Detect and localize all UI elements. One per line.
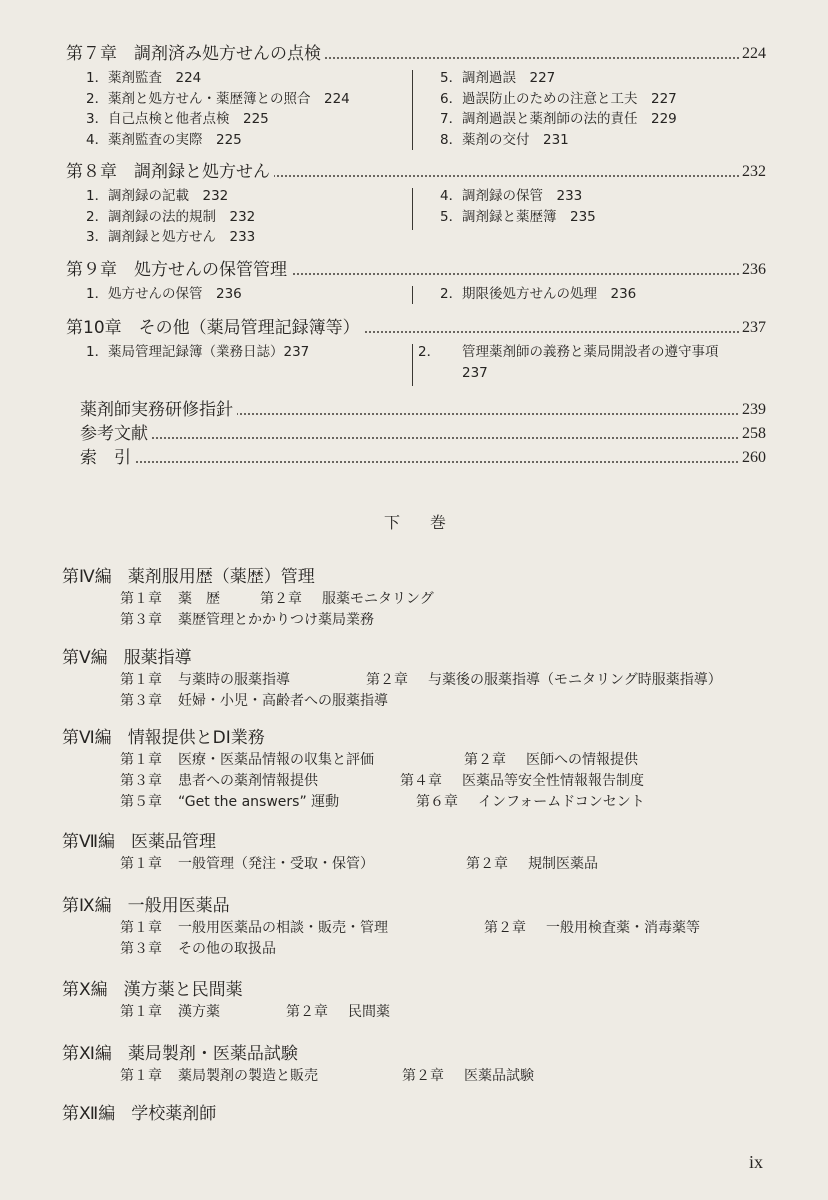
chapter-number: 第５章: [120, 794, 162, 810]
section-column-left: [86, 342, 416, 363]
section-number: 2．: [418, 344, 441, 360]
section-text: 調剤録の保管 233: [462, 188, 583, 204]
section-list: [66, 284, 766, 308]
part-name: 服薬指導: [123, 648, 192, 668]
chapter-number: 第１章: [120, 1068, 162, 1084]
part-name: 情報提供とDI業務: [127, 728, 265, 748]
back-matter-guidelines: [80, 398, 766, 422]
back-matter-page: 260: [739, 446, 766, 470]
chapter-number: 第１章: [120, 1004, 162, 1020]
section-text: 調剤録と薬歴簿 235: [462, 208, 596, 225]
section-text: 薬剤と処方せん・薬歴簿との照合 224: [108, 90, 350, 107]
part-9: [62, 894, 782, 960]
chapter-number: 第２章: [464, 752, 506, 768]
section-text: 薬剤監査 224: [108, 70, 202, 86]
chapter-number: 第１章: [120, 752, 162, 768]
part-name: 一般用医薬品: [127, 896, 230, 916]
part-name: 薬局製剤・医薬品試験: [127, 1044, 298, 1064]
section-item: [440, 186, 770, 207]
back-matter-references: [80, 422, 766, 446]
chapter-heading: [66, 258, 766, 284]
section-item: [86, 68, 416, 89]
section-list: [66, 186, 766, 250]
chapter-number: 第３章: [120, 612, 162, 628]
part-7: [62, 830, 782, 875]
section-item: [86, 342, 416, 363]
back-matter-title: 索 引: [80, 446, 135, 470]
part-name: 医薬品管理: [131, 832, 217, 852]
part-number: 第Ⅳ編: [62, 567, 112, 587]
chapter-name: “Get the answers” 運動: [178, 794, 340, 810]
back-matter-title: 薬剤師実務研修指針: [80, 398, 237, 422]
section-item: [86, 186, 416, 207]
part-6: [62, 726, 782, 813]
part-number: 第Ⅸ編: [62, 896, 112, 916]
chapter-name: 規制医薬品: [528, 856, 598, 872]
chapter-name: 民間薬: [348, 1004, 390, 1020]
chapter-number: 第１章: [120, 591, 162, 607]
chapter-row: [120, 589, 782, 610]
section-item: [86, 227, 416, 248]
chapter-name: その他の取扱品: [178, 941, 276, 957]
section-text: 薬剤監査の実際 225: [108, 131, 242, 148]
chapter-name: 漢方薬: [178, 1004, 220, 1020]
chapter-number: 第１章: [120, 920, 162, 936]
chapter-row: [120, 610, 782, 631]
chapter-number: 第２章: [402, 1068, 444, 1084]
chapter-name: 薬局製剤の製造と販売: [178, 1068, 318, 1084]
section-number: 2．: [86, 208, 109, 225]
chapter-10: [66, 316, 766, 386]
part-number: 第Ⅺ編: [62, 1044, 112, 1064]
dot-leader: [80, 437, 766, 439]
chapter-name: 薬 歴: [178, 591, 220, 607]
chapter-number: 第２章: [286, 1004, 328, 1020]
chapter-heading: [66, 316, 766, 342]
chapter-row: [120, 918, 782, 939]
part-title: [62, 894, 782, 918]
chapter-title: 第10章 その他（薬局管理記録簿等）: [66, 316, 364, 340]
section-column-left: [86, 186, 416, 248]
section-item: [86, 207, 416, 228]
part-name: 漢方薬と民間薬: [123, 980, 243, 1000]
chapter-name: 患者への薬剤情報提供: [178, 773, 318, 789]
part-number: 第Ⅶ編: [62, 832, 116, 852]
part-name: 薬剤服用歴（薬歴）管理: [127, 567, 315, 587]
chapter-number: 第３章: [120, 773, 162, 789]
section-item: [440, 207, 770, 228]
section-column-right: [440, 68, 770, 150]
section-item: [440, 89, 770, 110]
section-column-left: [86, 284, 416, 305]
part-10: [62, 978, 782, 1023]
section-number: 4．: [86, 131, 109, 148]
chapter-number: 第３章: [120, 941, 162, 957]
section-number: 4．: [440, 188, 463, 204]
chapter-title: 第８章 調剤録と処方せん: [66, 160, 274, 184]
section-number: 1．: [86, 188, 109, 204]
chapter-number: 第１章: [120, 856, 162, 872]
section-text: 期限後処方せんの処理 236: [462, 286, 637, 302]
section-item: [86, 89, 416, 110]
chapter-number: 第６章: [416, 794, 458, 810]
chapter-row: [120, 939, 782, 960]
section-number: 5．: [440, 208, 463, 225]
section-text: 調剤過誤 227: [462, 70, 556, 86]
section-column-right: [440, 284, 770, 305]
column-divider: [412, 286, 413, 304]
part-5: [62, 646, 782, 712]
chapter-number: 第３章: [120, 693, 162, 709]
section-item: [86, 284, 416, 305]
section-number: 5．: [440, 70, 463, 86]
chapter-row: [120, 1066, 782, 1087]
section-text: 調剤録の法的規制 232: [108, 208, 256, 225]
chapter-number: 第４章: [400, 773, 442, 789]
chapter-number: 第２章: [484, 920, 526, 936]
section-item: [440, 109, 770, 130]
part-title: [62, 978, 782, 1002]
back-matter-index: [80, 446, 766, 470]
part-number: 第Ⅴ編: [62, 648, 108, 668]
part-number: 第Ⅻ編: [62, 1104, 116, 1124]
chapter-name: 与薬時の服薬指導: [178, 672, 290, 688]
chapter-9: [66, 258, 766, 308]
back-matter-title: 参考文献: [80, 422, 152, 446]
chapter-name: 一般管理（発注・受取・保管）: [178, 856, 374, 872]
chapter-page: 237: [739, 316, 766, 340]
section-text: 処方せんの保管 236: [108, 286, 242, 302]
chapter-page: 236: [739, 258, 766, 282]
volume-title: 下巻: [384, 513, 477, 532]
dot-leader: [80, 461, 766, 463]
section-number: 1．: [86, 286, 109, 302]
chapter-row: [120, 691, 782, 712]
chapter-name: 妊婦・小児・高齢者への服薬指導: [178, 693, 388, 709]
part-12: [62, 1102, 782, 1126]
part-title: [62, 830, 782, 854]
chapter-row: [120, 771, 782, 792]
page-number: ix: [749, 1152, 764, 1172]
chapter-number: 第１章: [120, 672, 162, 688]
section-number: 1．: [86, 70, 109, 86]
section-item: [440, 68, 770, 89]
section-list: [66, 342, 766, 386]
column-divider: [412, 344, 413, 386]
chapter-name: 一般用医薬品の相談・販売・管理: [178, 920, 388, 936]
chapter-name: 医薬品等安全性情報報告制度: [462, 773, 644, 789]
section-column-right: [418, 342, 750, 383]
chapter-name: 医師への情報提供: [526, 752, 638, 768]
part-name: 学校薬剤師: [131, 1104, 217, 1124]
part-number: 第Ⅹ編: [62, 980, 108, 1000]
chapter-name: 薬歴管理とかかりつけ薬局業務: [178, 612, 374, 628]
section-number: 3．: [86, 229, 109, 245]
chapter-row: [120, 670, 782, 691]
section-item: [86, 130, 416, 151]
back-matter-page: 239: [739, 398, 766, 422]
section-item: [440, 284, 770, 305]
back-matter-page: 258: [739, 422, 766, 446]
section-number: 2．: [440, 286, 463, 302]
section-text: 調剤録の記載 232: [108, 188, 229, 204]
chapter-8: [66, 160, 766, 250]
section-text: 調剤過誤と薬剤師の法的責任 229: [462, 111, 677, 127]
section-item: [86, 109, 416, 130]
part-title: [62, 726, 782, 750]
section-number: 3．: [86, 111, 109, 127]
part-title: [62, 1042, 782, 1066]
section-number: 8．: [440, 131, 463, 148]
chapter-name: 与薬後の服薬指導（モニタリング時服薬指導）: [428, 672, 722, 688]
chapter-title: 第９章 処方せんの保管管理: [66, 258, 291, 282]
section-text: 調剤録と処方せん 233: [108, 229, 256, 245]
section-number: 2．: [86, 90, 109, 107]
chapter-number: 第２章: [260, 591, 302, 607]
chapter-row: [120, 792, 782, 813]
chapter-heading: [66, 42, 766, 68]
section-item: [440, 130, 770, 151]
chapter-number: 第２章: [466, 856, 508, 872]
section-item: [418, 342, 750, 383]
part-title: [62, 1102, 782, 1126]
chapter-row: [120, 854, 782, 875]
section-number: 1．: [86, 344, 109, 360]
chapter-row: [120, 750, 782, 771]
chapter-page: 232: [739, 160, 766, 184]
section-column-left: [86, 68, 416, 150]
section-text: 自己点検と他者点検 225: [108, 111, 269, 127]
section-text: 過誤防止のための注意と工夫 227: [462, 90, 677, 107]
section-text: 薬剤の交付 231: [462, 131, 569, 148]
chapter-name: インフォームドコンセント: [478, 794, 645, 810]
section-text: 薬局管理記録簿（業務日誌）237: [108, 344, 310, 360]
part-title: [62, 646, 782, 670]
chapter-page: 224: [739, 42, 766, 66]
part-number: 第Ⅵ編: [62, 728, 112, 748]
chapter-name: 一般用検査薬・消毒薬等: [546, 920, 700, 936]
chapter-name: 医薬品試験: [464, 1068, 534, 1084]
chapter-7: [66, 42, 766, 152]
chapter-title: 第７章 調剤済み処方せんの点検: [66, 42, 325, 66]
section-list: [66, 68, 766, 152]
part-4: [62, 565, 782, 631]
chapter-heading: [66, 160, 766, 186]
section-number: 6．: [440, 90, 463, 107]
part-11: [62, 1042, 782, 1087]
column-divider: [412, 188, 413, 230]
part-title: [62, 565, 782, 589]
section-number: 7．: [440, 111, 463, 127]
chapter-number: 第２章: [366, 672, 408, 688]
chapter-name: 医療・医薬品情報の収集と評価: [178, 752, 374, 768]
chapter-name: 服薬モニタリング: [322, 591, 434, 607]
chapter-row: [120, 1002, 782, 1023]
section-text: 管理薬剤師の義務と薬局開設者の遵守事項 237: [462, 344, 732, 381]
column-divider: [412, 70, 413, 150]
section-column-right: [440, 186, 770, 227]
